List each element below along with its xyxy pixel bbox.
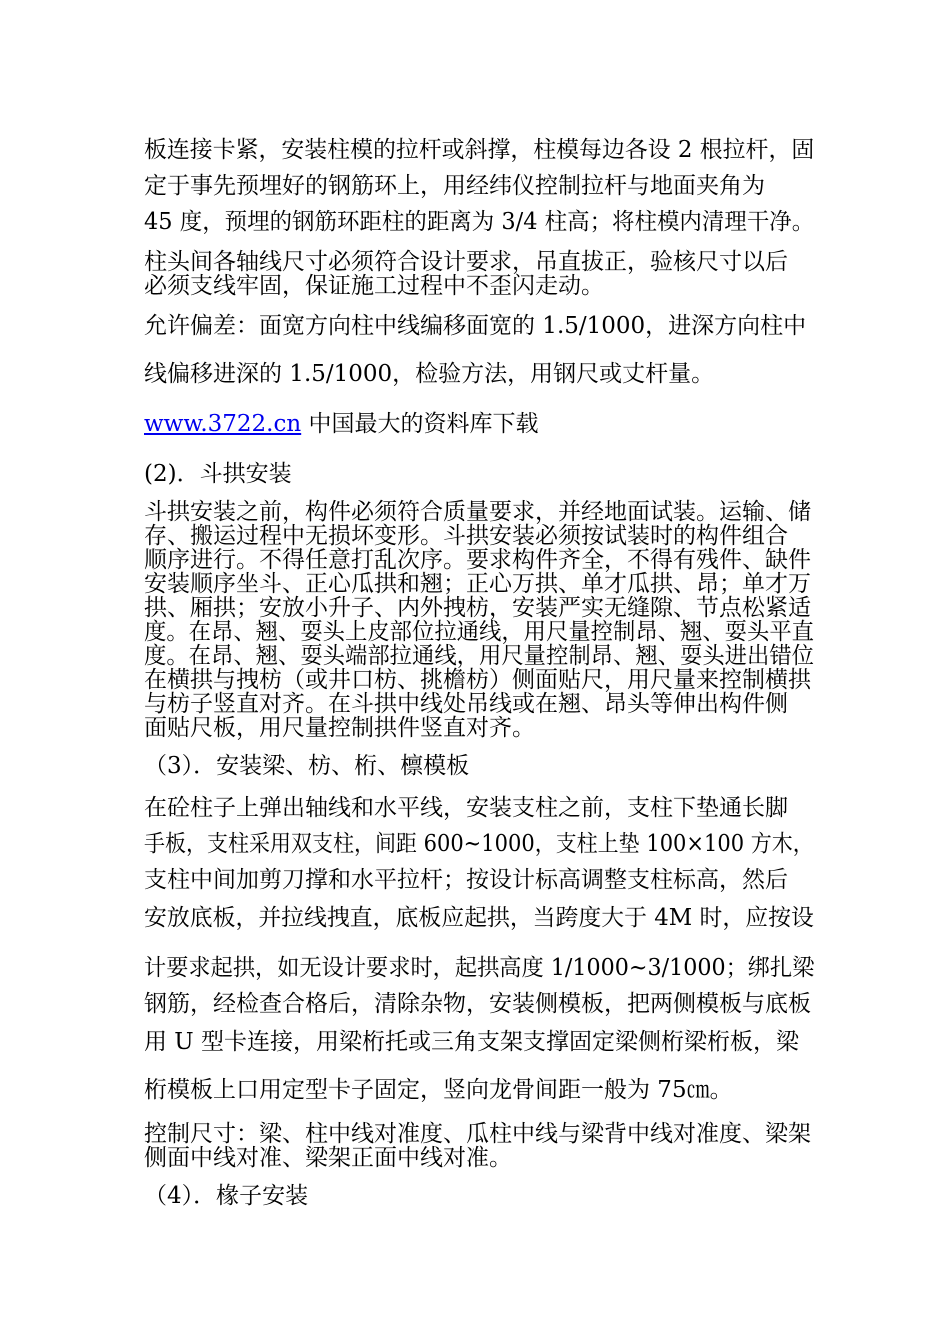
text-line: 存、搬运过程中无损坏变形。斗拱安装必须按试装时的构件组合 [144,523,788,549]
text-line: 控制尺寸：梁、柱中线对准度、瓜柱中线与梁背中线对准度、梁架 [144,1121,811,1147]
text-line: 45 度，预埋的钢筋环距柱的距离为 3/4 柱高；将柱模内清理干净。 [144,209,815,235]
text-line: 与枋子竖直对齐。在斗拱中线处吊线或在翘、昂头等伸出构件侧 [144,691,788,717]
section-heading: （4）．椽子安装 [144,1183,309,1209]
text-line: 钢筋，经检查合格后，清除杂物，安装侧模板，把两侧模板与底板 [144,991,811,1017]
text-line: 斗拱安装之前，构件必须符合质量要求，并经地面试装。运输、储 [144,499,811,525]
text-line: 定于事先预埋好的钢筋环上，用经纬仪控制拉杆与地面夹角为 [144,173,765,199]
text-line: 在砼柱子上弹出轴线和水平线，安装支柱之前，支柱下垫通长脚 [144,795,788,821]
text-line: 安放底板，并拉线拽直，底板应起拱，当跨度大于 4M 时，应按设 [144,905,814,931]
text-line: 面贴尺板，用尺量控制拱件竖直对齐。 [144,715,535,741]
text-line: 允许偏差：面宽方向柱中线编移面宽的 1.5/1000，进深方向柱中 [144,313,807,339]
text-line: 在横拱与拽枋（或井口枋、挑檐枋）侧面贴尺，用尺量来控制横拱 [144,667,811,693]
text-line: 桁模板上口用定型卡子固定，竖向龙骨间距一般为 75㎝。 [144,1077,733,1103]
text-line: 柱头间各轴线尺寸必须符合设计要求，吊直拔正，验核尺寸以后 [144,249,788,275]
text-line: 度。在昂、翘、耍头上皮部位拉通线，用尺量控制昂、翘、耍头平直 [144,619,814,645]
text-line: 计要求起拱，如无设计要求时，起拱高度 1/1000~3/1000；绑扎梁 [144,955,815,981]
section-heading: （3）．安装梁、枋、桁、檩模板 [144,753,470,779]
text-line: 拱、厢拱；安放小升子、内外拽枋，安装严实无缝隙、节点松紧适 [144,595,811,621]
text-line: 侧面中线对准、梁架正面中线对准。 [144,1145,512,1171]
text-line: 必须支线牢固，保证施工过程中不歪闪走动。 [144,273,604,299]
text-line: 度。在昂、翘、耍头端部拉通线，用尺量控制昂、翘、耍头进出错位 [144,643,814,669]
text-line: 顺序进行。不得任意打乱次序。要求构件齐全，不得有残件、缺件 [144,547,811,573]
text-line: 板连接卡紧，安装柱模的拉杆或斜撑，柱模每边各设 2 根拉杆，固 [144,137,815,163]
source-line [144,410,814,438]
text-line: 手板，支柱采用双支柱，间距 600~1000，支柱上垫 100×100 方木， [144,831,814,857]
source-link[interactable]: www.3722.cn [144,411,302,437]
text-line: 支柱中间加剪刀撑和水平拉杆；按设计标高调整支柱标高，然后 [144,867,788,893]
text-line: 线偏移进深的 1.5/1000，检验方法，用钢尺或丈杆量。 [144,361,715,387]
section-heading: (2)．斗拱安装 [144,461,292,487]
source-caption: 中国最大的资料库下载 [301,411,539,437]
text-line: 用 U 型卡连接，用梁桁托或三角支架支撑固定梁侧桁梁桁板，梁 [144,1029,800,1055]
text-line: 安装顺序坐斗、正心瓜拱和翘；正心万拱、单才瓜拱、昂；单才万 [144,571,811,597]
